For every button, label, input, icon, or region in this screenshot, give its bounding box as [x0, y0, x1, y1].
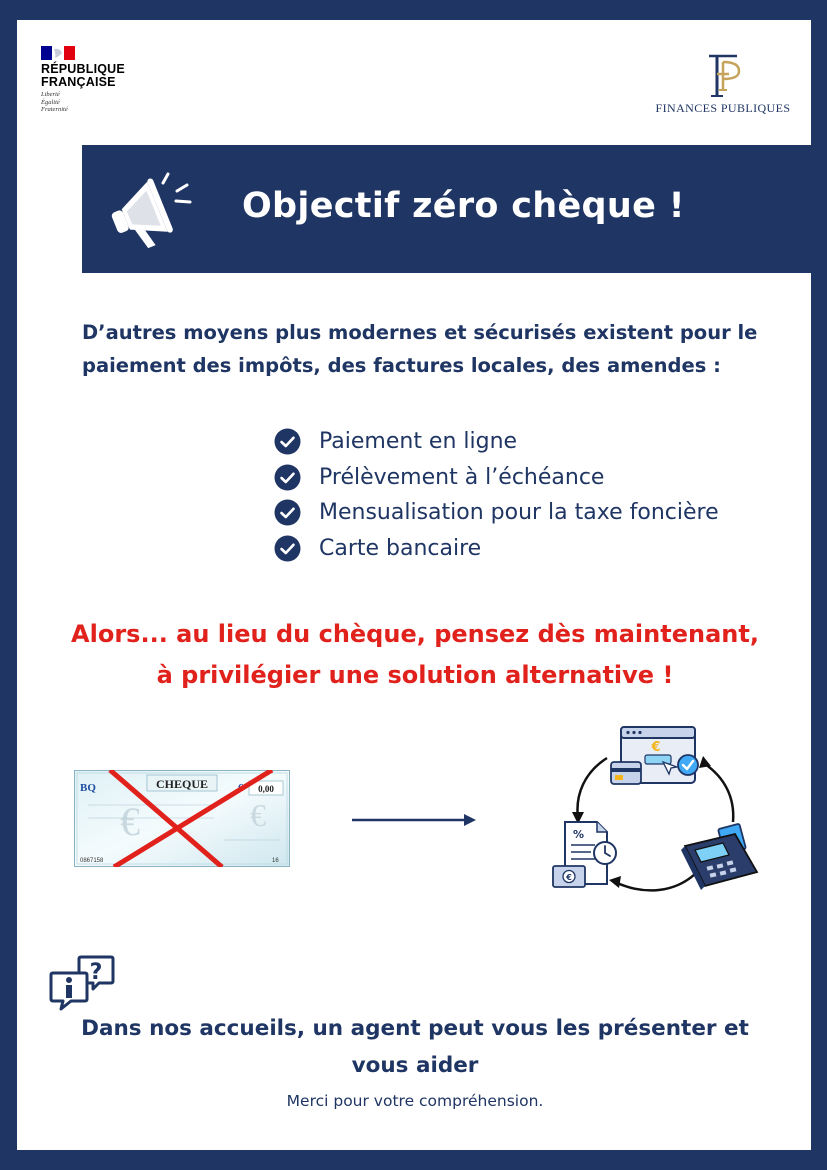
check-circle-icon — [274, 535, 301, 562]
marianne-flag-icon — [41, 46, 75, 60]
list-item — [274, 531, 719, 567]
payment-options-list — [274, 424, 719, 566]
option-label: Prélèvement à l’échéance — [319, 464, 605, 490]
republique-name: RÉPUBLIQUE FRANÇAISE — [41, 62, 125, 89]
svg-text:%: % — [573, 828, 585, 841]
republique-motto: Liberté Égalité Fraternité — [41, 91, 68, 113]
alert-line-2: à privilégier une solution alternative ! — [156, 661, 674, 689]
cheque-euro-watermark: € — [250, 797, 266, 833]
list-item — [274, 424, 719, 460]
check-circle-icon — [274, 499, 301, 526]
title-banner — [82, 145, 811, 273]
cheque-corner: 16 — [272, 858, 279, 864]
fp-monogram-icon — [701, 50, 745, 100]
cheque-bank: BQ — [80, 782, 96, 794]
arrow-right-icon — [350, 810, 480, 830]
finances-publiques-name: FINANCES PUBLIQUES — [655, 101, 791, 115]
svg-text:?: ? — [89, 960, 103, 985]
megaphone-icon — [106, 169, 196, 253]
page-title: Objectif zéro chèque ! — [242, 186, 685, 226]
alert-message — [40, 614, 790, 696]
list-item — [274, 495, 719, 531]
crossed-cheque-illustration — [74, 770, 290, 867]
online-payment-icon — [611, 727, 698, 784]
check-circle-icon — [274, 464, 301, 491]
option-label: Paiement en ligne — [319, 429, 518, 455]
thanks-message: Merci pour votre compréhension. — [286, 1092, 544, 1110]
cheque-amount: 0,00 — [258, 784, 274, 794]
agent-line-2: vous aider — [351, 1053, 479, 1078]
check-circle-icon — [274, 428, 301, 455]
cheque-euro-watermark: € — [120, 799, 140, 844]
option-label: Mensualisation pour la taxe foncière — [319, 500, 719, 526]
finances-publiques-logo — [652, 50, 794, 116]
cheque-title: CHEQUE — [155, 777, 209, 791]
alert-line-1: Alors... au lieu du chèque, pensez dès maintenant, — [71, 620, 759, 648]
list-item — [274, 460, 719, 496]
card-terminal-icon — [681, 824, 757, 890]
info-question-icon — [49, 955, 115, 1011]
payment-cycle-illustration — [545, 722, 765, 900]
svg-text:€: € — [651, 740, 661, 755]
invoice-icon — [553, 822, 616, 887]
agent-line-1: Dans nos accueils, un agent peut vous les présenter et — [81, 1016, 749, 1041]
cheque-number: 0867158 — [80, 858, 104, 864]
option-label: Carte bancaire — [319, 535, 482, 561]
svg-text:€: € — [566, 873, 572, 882]
republique-francaise-logo — [41, 46, 136, 114]
agent-message — [60, 1010, 770, 1084]
intro-text: D’autres moyens plus modernes et sécurisés existent pour le paiement des impôts, des factures locales, des amendes : — [82, 321, 758, 377]
